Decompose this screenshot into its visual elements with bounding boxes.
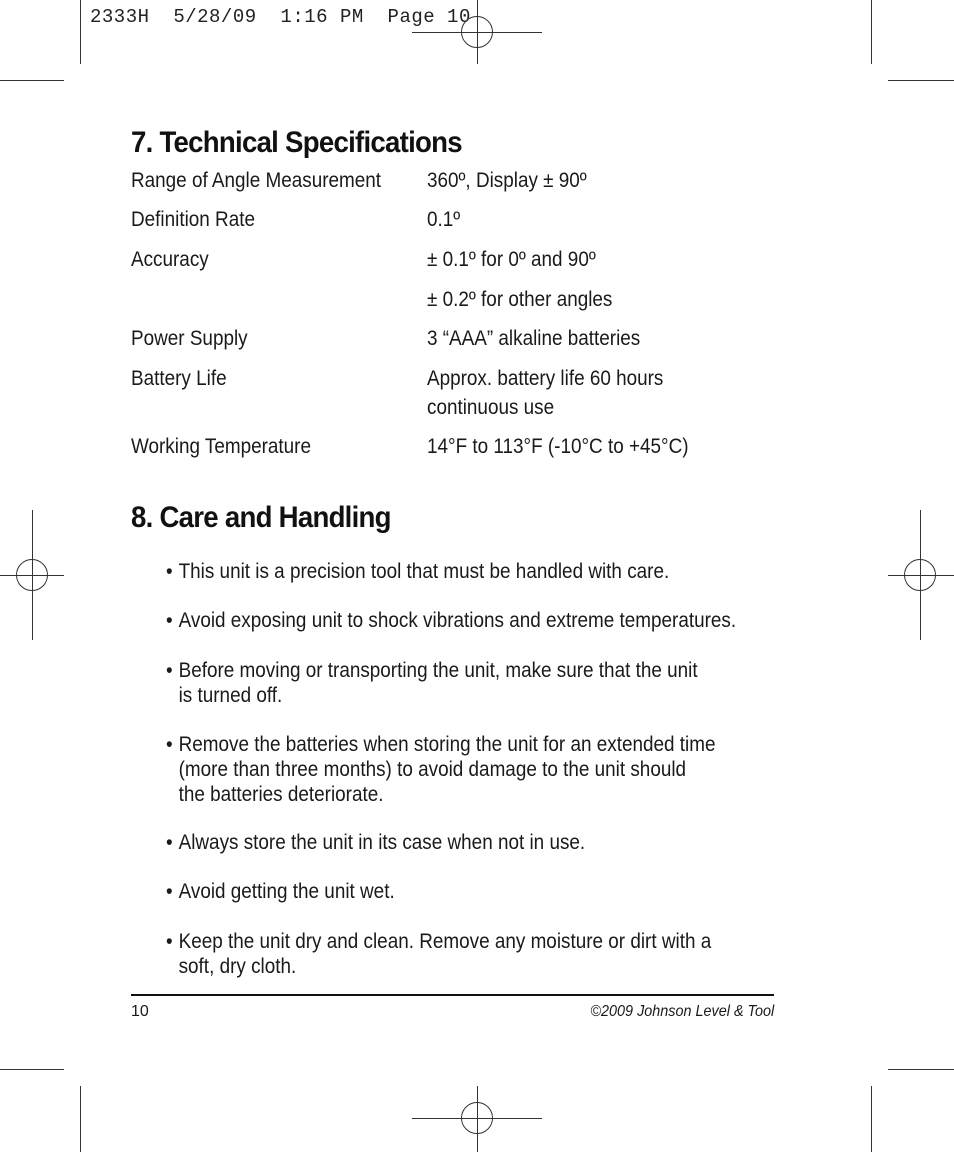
list-item: • This unit is a precision tool that must be handled with care. [166, 560, 670, 583]
spec-label: Working Temperature [131, 435, 311, 458]
spec-label: Power Supply [131, 327, 248, 350]
spec-label: Definition Rate [131, 208, 255, 231]
list-item: • Remove the batteries when storing the unit for an extended time (more than three months) to avoid damage to the unit should the batteries deteriorate. [166, 733, 716, 806]
spec-value: 14°F to 113°F (-10°C to +45°C) [427, 435, 689, 458]
list-item: • Avoid getting the unit wet. [166, 880, 395, 903]
section-8-heading: 8. Care and Handling [131, 501, 391, 534]
spec-label: Battery Life [131, 367, 227, 390]
spec-value: Approx. battery life 60 hours [427, 367, 664, 390]
list-item: • Keep the unit dry and clean. Remove any moisture or dirt with a soft, dry cloth. [166, 930, 712, 978]
list-item: • Before moving or transporting the unit, make sure that the unit is turned off. [166, 659, 698, 707]
spec-value: 3 “AAA” alkaline batteries [427, 327, 641, 350]
spec-label: Accuracy [131, 248, 209, 271]
spec-value: 0.1º [427, 208, 461, 231]
print-slug-line: 2333H 5/28/09 1:16 PM Page 10 [90, 6, 471, 28]
section-7-heading: 7. Technical Specifications [131, 126, 462, 159]
spec-label: Range of Angle Measurement [131, 169, 382, 192]
spec-value: 360º, Display ± 90º [427, 169, 587, 192]
copyright-notice: ©2009 Johnson Level & Tool [590, 1003, 774, 1020]
spec-value-continued: continuous use [427, 396, 555, 419]
spec-value: ± 0.1º for 0º and 90º [427, 248, 596, 271]
list-item: • Avoid exposing unit to shock vibrations and extreme temperatures. [166, 609, 737, 632]
page-number: 10 [131, 1003, 149, 1020]
list-item: • Always store the unit in its case when not in use. [166, 831, 586, 854]
footer-rule [131, 994, 774, 996]
spec-value: ± 0.2º for other angles [427, 288, 613, 311]
